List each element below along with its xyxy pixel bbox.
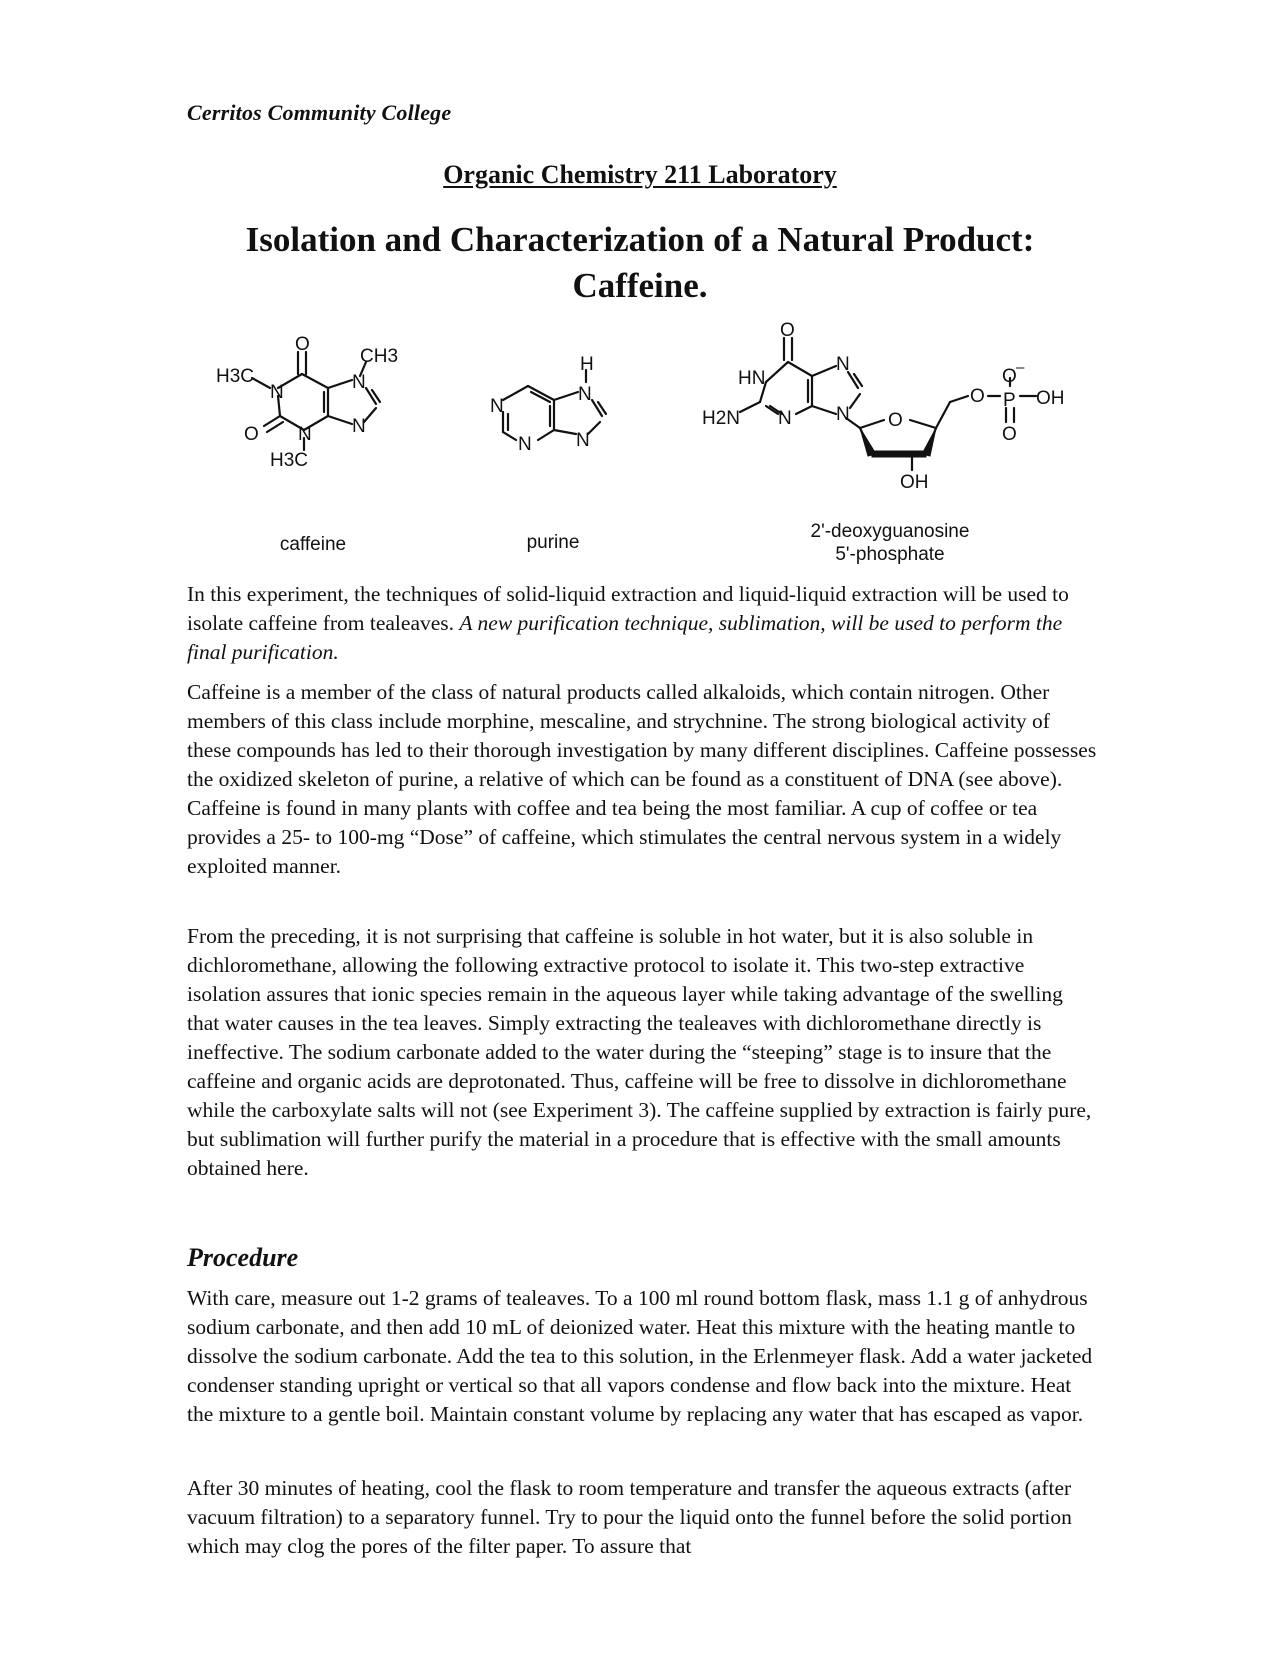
dgmp-atom-n-c: N xyxy=(836,404,850,425)
title-line-1: Isolation and Characterization of a Natural Product: xyxy=(245,220,1035,259)
dgmp-atom-p: P xyxy=(1003,390,1016,411)
dgmp-structure xyxy=(740,338,1036,470)
caffeine-atom-o-top: O xyxy=(295,334,310,355)
purine-atom-h: H xyxy=(580,354,594,375)
caffeine-atom-n3: N xyxy=(298,424,312,445)
sugar-wedge-left xyxy=(860,428,876,456)
dgmp-label-line-2: 5'-phosphate xyxy=(835,544,945,565)
procedure-paragraph-1: With care, measure out 1-2 grams of tealeaves. To a 100 ml round bottom flask, mass 1.1 g of anhydrous sodium carbonate, and then add 10 mL of deionized water. Heat this mixture with the heating mantle to dissolve the sodium carbonate. Add the tea to this solution, in the Erlenmeyer flask. Add a water jacketed condenser standing upright or vertical so that all vapors condense and flow back into the mixture. Heat the mixture to a gentle boil. Maintain constant volume by replacing any water that has escaped as vapor. xyxy=(187,1286,1093,1426)
dgmp-atom-oh: OH xyxy=(900,472,929,493)
caffeine-label: caffeine xyxy=(279,534,347,555)
dgmp-atom-p-o-bottom: O xyxy=(1002,424,1017,445)
purine-label: purine xyxy=(526,532,580,553)
solubility-paragraph: From the preceding, it is not surprising that caffeine is soluble in hot water, but it is also soluble in dichloromethane, allowing the following extractive protocol to isolate it. This two-step extractive isolation assures that ionic species remain in the aqueous layer while taking advantage of the swelling that water causes in the tea leaves. Simply extracting the tealeaves with dichloromethane directly is ineffective. The sodium carbonate added to the water during the “steeping” stage is to insure that the caffeine and organic acids are deprotonated. Thus, caffeine will be free to dissolve in dichloromethane while the carboxylate salts will not (see Experiment 3). The caffeine supplied by extraction is fairly pure, but sublimation will further purify the material in a procedure that is effective with the small amounts obtained here. xyxy=(187,924,1092,1180)
dgmp-atom-n-a: N xyxy=(836,354,850,375)
alkaloid-paragraph: Caffeine is a member of the class of natural products called alkaloids, which contain nitrogen. Other members of this class include morphine, mescaline, and strychnine. The strong biological activity of these compounds has led to their thorough investigation by many different disciplines. Caffeine possesses the oxidized skeleton of purine, a relative of which can be found as a constituent of DNA (see above). Caffeine is found in many plants with coffee and tea being the most familiar. A cup of coffee or tea provides a 25- to 100-mg “Dose” of caffeine, which stimulates the central nervous system in a widely exploited manner. xyxy=(187,680,1097,878)
caffeine-atom-n7: N xyxy=(352,372,366,393)
dgmp-atom-n-b: N xyxy=(778,408,792,429)
structures-svg xyxy=(0,320,1280,570)
purine-structure xyxy=(503,370,606,440)
caffeine-atom-ch3-top: CH3 xyxy=(360,346,399,367)
dgmp-atom-o-top: O xyxy=(780,320,795,341)
dgmp-atom-o-minus: O xyxy=(1002,366,1017,387)
intro-paragraph xyxy=(187,580,1097,667)
caffeine-atom-h3c-bottom: H3C xyxy=(270,450,309,471)
dgmp-atom-h2n: H2N xyxy=(702,408,741,429)
dgmp-atom-hn: HN xyxy=(738,368,766,389)
title-line-2: Caffeine. xyxy=(572,266,708,305)
dgmp-atom-o-ring: O xyxy=(888,410,903,431)
dgmp-atom-o-link: O xyxy=(970,386,985,407)
procedure-paragraph-2: After 30 minutes of heating, cool the flask to room temperature and transfer the aqueous extracts (after vacuum filtration) to a separatory funnel. Try to pour the liquid onto the funnel before the solid portion which may clog the pores of the filter paper. To assure that xyxy=(187,1476,1072,1558)
purine-atom-n-a: N xyxy=(578,384,592,405)
sugar-wedge-bond xyxy=(872,451,926,457)
dgmp-label xyxy=(780,520,1000,566)
procedure-heading: Procedure xyxy=(187,1243,299,1272)
intro-italic-text: A new purification technique, sublimation, will be used to perform the final purification. xyxy=(187,611,1063,664)
caffeine-atom-n9: N xyxy=(352,416,366,437)
course-title: Organic Chemistry 211 Laboratory xyxy=(443,160,837,189)
purine-atom-n-d: N xyxy=(576,430,590,451)
intro-text: In this experiment, the techniques of solid-liquid extraction and liquid-liquid extraction will be used to isolate caffeine from tealeaves. xyxy=(187,582,1069,635)
dgmp-label-line-1: 2'-deoxyguanosine xyxy=(810,521,970,542)
caffeine-atom-h3c-left: H3C xyxy=(216,366,255,387)
sugar-wedge-right xyxy=(922,428,936,456)
dgmp-atom-p-oh: OH xyxy=(1036,388,1065,409)
caffeine-atom-n1: N xyxy=(270,382,284,403)
purine-atom-n-b: N xyxy=(490,396,504,417)
dgmp-minus-sign: – xyxy=(1016,359,1025,376)
chemical-structures-figure xyxy=(0,320,1280,570)
caffeine-atom-o2: O xyxy=(244,424,259,445)
institution-name: Cerritos Community College xyxy=(187,100,452,125)
purine-atom-n-c: N xyxy=(518,434,532,455)
document-title xyxy=(0,217,1280,309)
